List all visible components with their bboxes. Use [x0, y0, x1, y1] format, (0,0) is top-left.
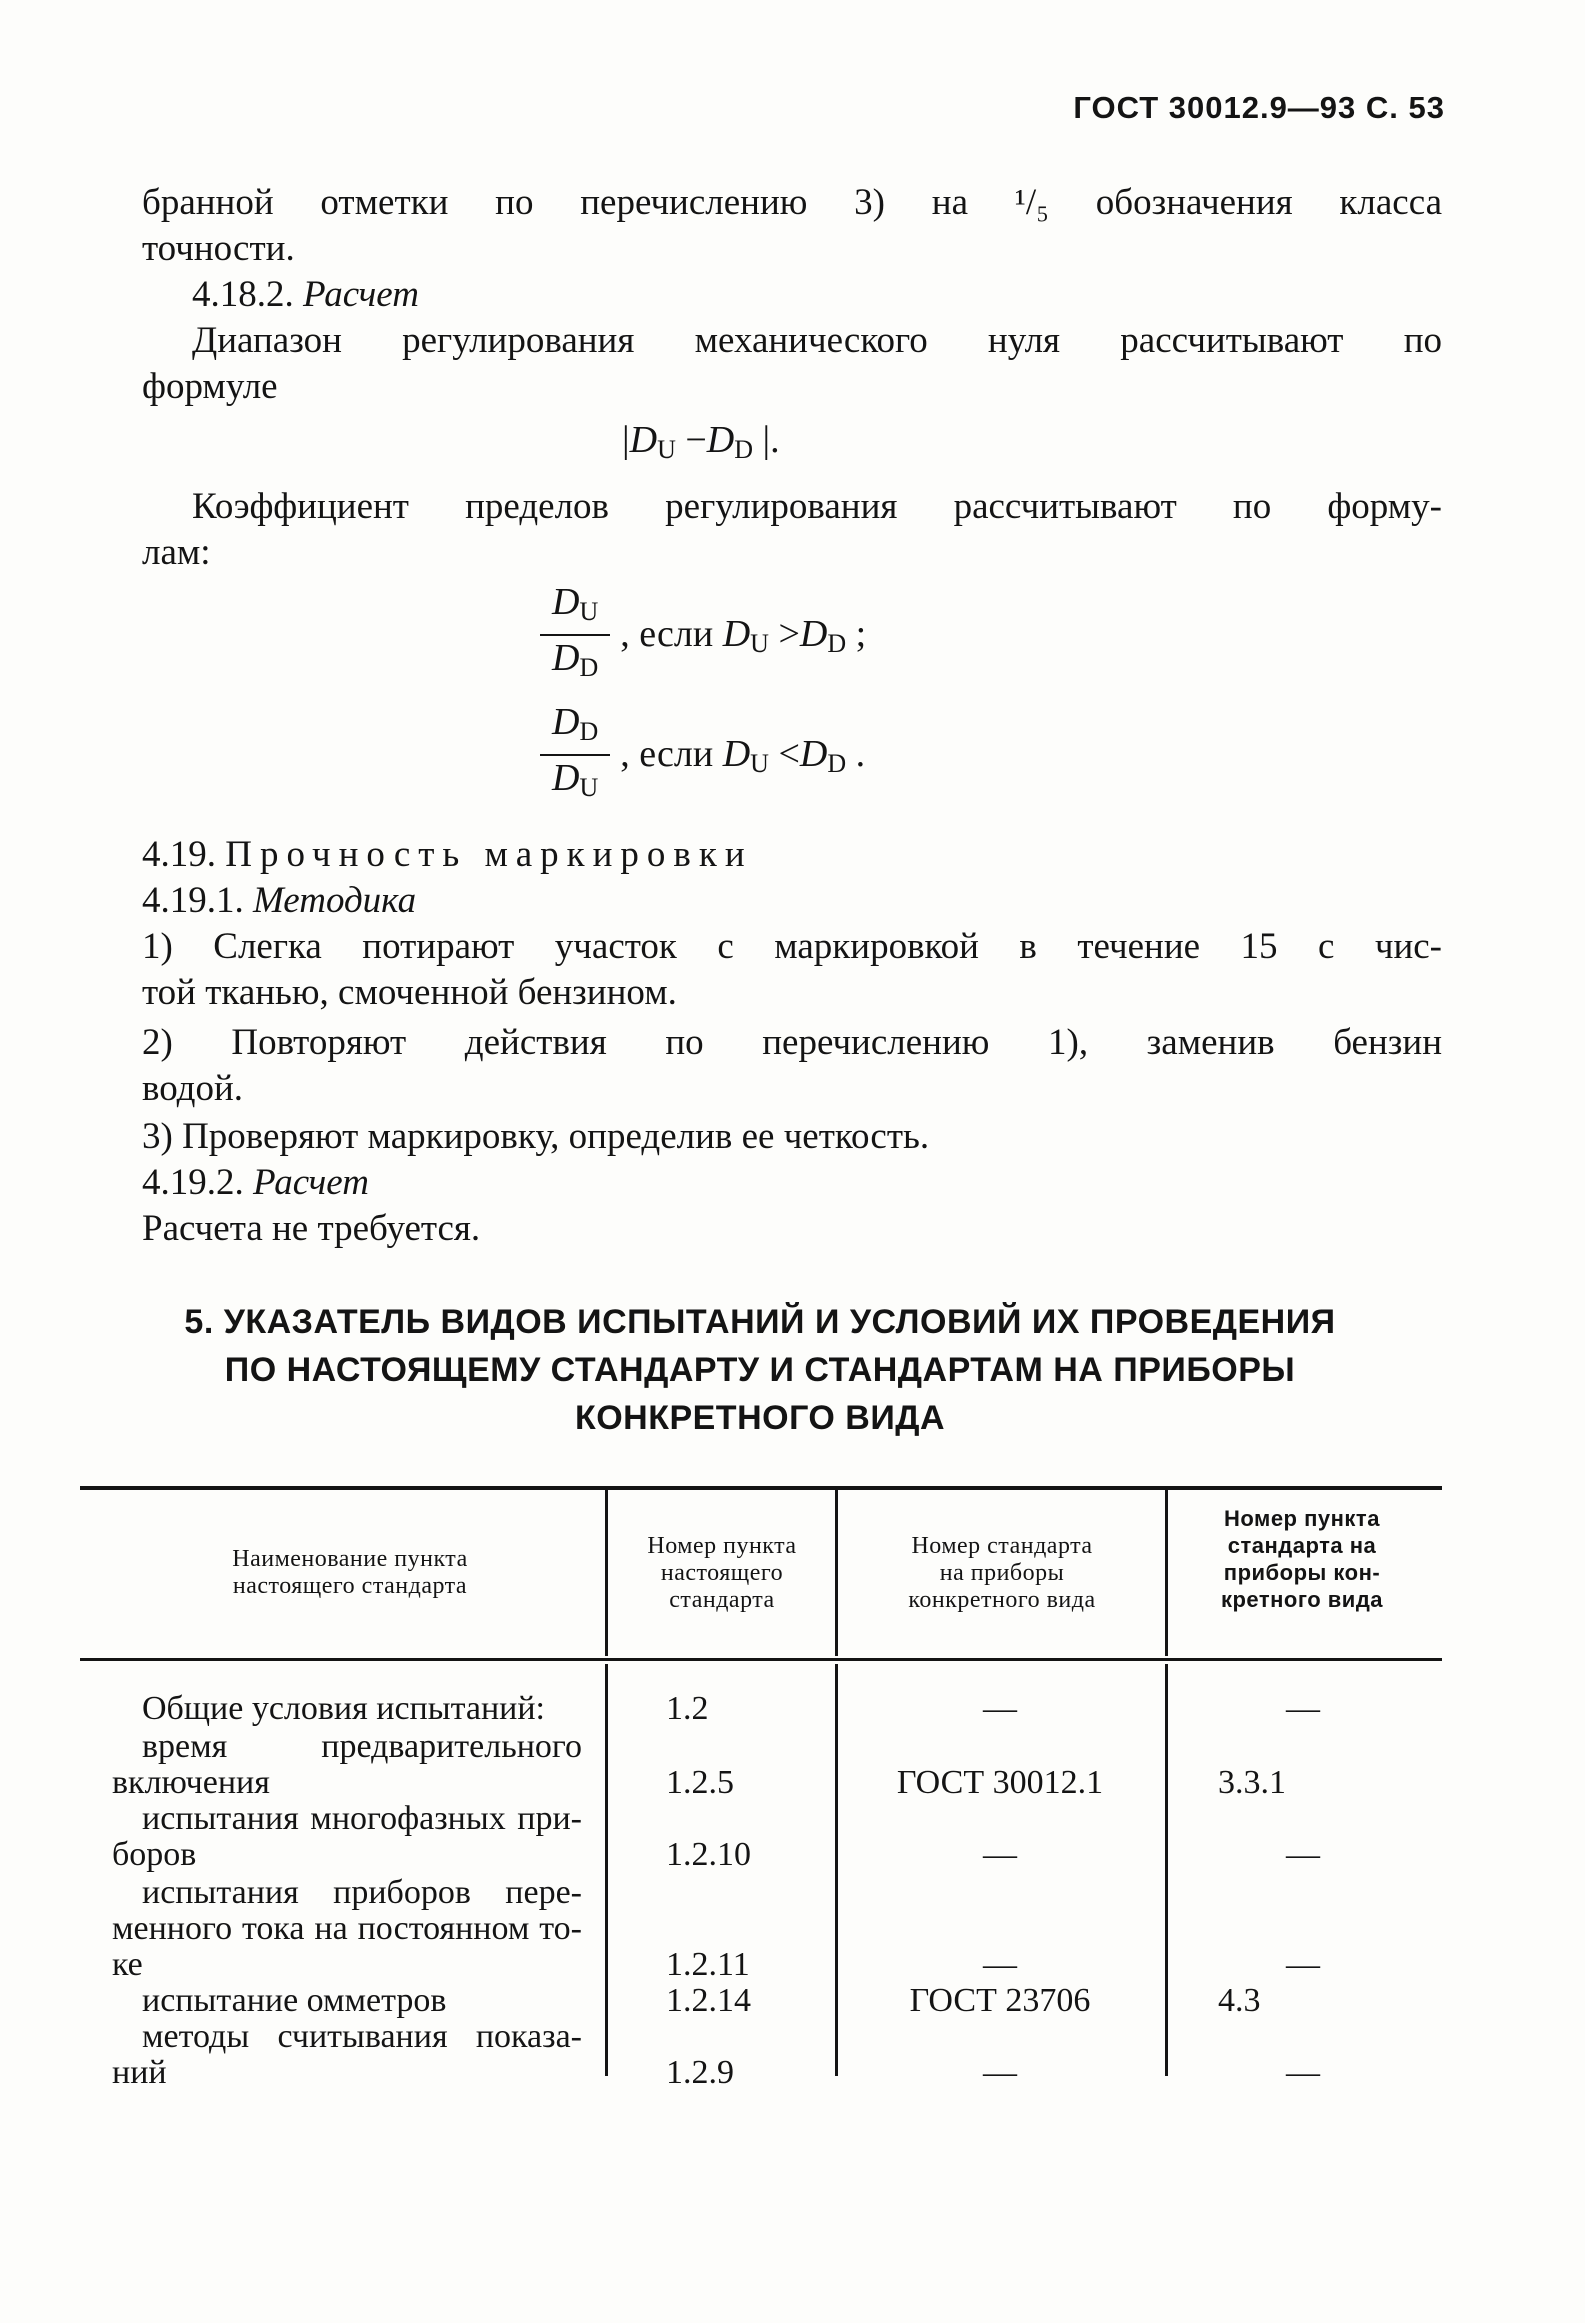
subsection-heading-4-19-1: 4.19.1. Методика [142, 880, 417, 921]
row-name: Общие условия испытаний: [142, 1690, 545, 1727]
row-name-cont: менного тока на постоянном то- [112, 1910, 582, 1947]
row-name-cont: включения [112, 1764, 270, 1801]
method-step-1: 1) Слегка потирают участок с маркировкой в течение 15 с чис- той тканью, смоченной бензином. [142, 926, 1442, 1013]
paragraph-no-calc: Расчета не требуется. [142, 1208, 481, 1249]
subsection-heading-4-18-2: 4.18.2. Расчет [192, 274, 419, 315]
formula-range: $|D_U -D_D$ |. [622, 419, 780, 464]
column-header-name: Наименование пункта настоящего стандарта [232, 1546, 468, 1599]
column-divider [835, 1490, 838, 1656]
formula-ratio-1: $\frac{D_U}{D_D}$ , если $D_U >D_D$ ; [540, 580, 866, 690]
row-standard: — [983, 2054, 1017, 2091]
row-standard: ГОСТ 23706 [909, 1982, 1091, 2019]
row-name: испытания приборов пере- [142, 1874, 582, 1911]
paragraph-range-formula: Диапазон регулирования механического нуля рассчитывают по формуле [142, 320, 1442, 407]
row-clause: 1.2.10 [666, 1836, 751, 1873]
row-clause: 1.2.9 [666, 2054, 734, 2091]
row-clause: 1.2.11 [666, 1946, 750, 1983]
row-name: время предварительного [142, 1728, 582, 1765]
method-step-2: 2) Повторяют действия по перечислению 1), заменив бензин водой. [142, 1022, 1442, 1109]
section-5-title: 5. УКАЗАТЕЛЬ ВИДОВ ИСПЫТАНИЙ И УСЛОВИЙ ИХ ПРОВЕДЕНИЯ ПО НАСТОЯЩЕМУ СТАНДАРТУ И СТАНДАРТАМ НА ПРИБОРЫ КОНКРЕТНОГО ВИДА [184, 1303, 1336, 1437]
column-divider [605, 1490, 608, 1656]
row-clause: 1.2.14 [666, 1982, 751, 2019]
row-std-clause: — [1286, 2054, 1320, 2091]
row-std-clause: 4.3 [1218, 1982, 1261, 2019]
column-divider [1165, 1490, 1168, 1656]
row-standard: — [983, 1836, 1017, 1873]
row-standard: — [983, 1690, 1017, 1727]
row-std-clause: — [1286, 1836, 1320, 1873]
row-name-cont: боров [112, 1836, 197, 1873]
row-name: методы считывания показа- [142, 2018, 582, 2055]
row-clause: 1.2 [666, 1690, 709, 1727]
row-name-cont: ке [112, 1946, 143, 1983]
method-step-3: 3) Проверяют маркировку, определив ее четкость. [142, 1116, 930, 1157]
subsection-heading-4-19-2: 4.19.2. Расчет [142, 1162, 369, 1203]
row-name-cont: ний [112, 2054, 167, 2091]
column-header-std-clause: Номер пункта стандарта на приборы кон- кретного вида [1220, 1506, 1384, 1612]
row-name: испытание омметров [142, 1982, 447, 2019]
row-std-clause: — [1286, 1690, 1320, 1727]
row-name: испытания многофазных при- [142, 1800, 582, 1837]
row-std-clause: 3.3.1 [1218, 1764, 1286, 1801]
paragraph-class-accuracy: бранной отметки по перечислению 3) на ¹/₅ обозначения класса точности. [142, 182, 1442, 269]
formula-ratio-2: $\frac{D_D}{D_U}$ , если $D_U <D_D$ . [540, 700, 865, 810]
row-standard: — [983, 1946, 1017, 1983]
row-standard: ГОСТ 30012.1 [896, 1764, 1104, 1801]
column-header-standard: Номер стандарта на приборы конкретного вида [908, 1532, 1096, 1613]
section-heading-4-19: 4.19. Прочность маркировки [142, 834, 753, 875]
paragraph-coefficient: Коэффициент пределов регулирования рассчитывают по форму- лам: [142, 486, 1442, 573]
running-header: ГОСТ 30012.9—93 С. 53 [1073, 90, 1445, 125]
column-header-clause: Номер пункта настоящего стандарта [647, 1532, 797, 1613]
table-header-rule [80, 1658, 1442, 1661]
row-std-clause: — [1286, 1946, 1320, 1983]
row-clause: 1.2.5 [666, 1764, 734, 1801]
